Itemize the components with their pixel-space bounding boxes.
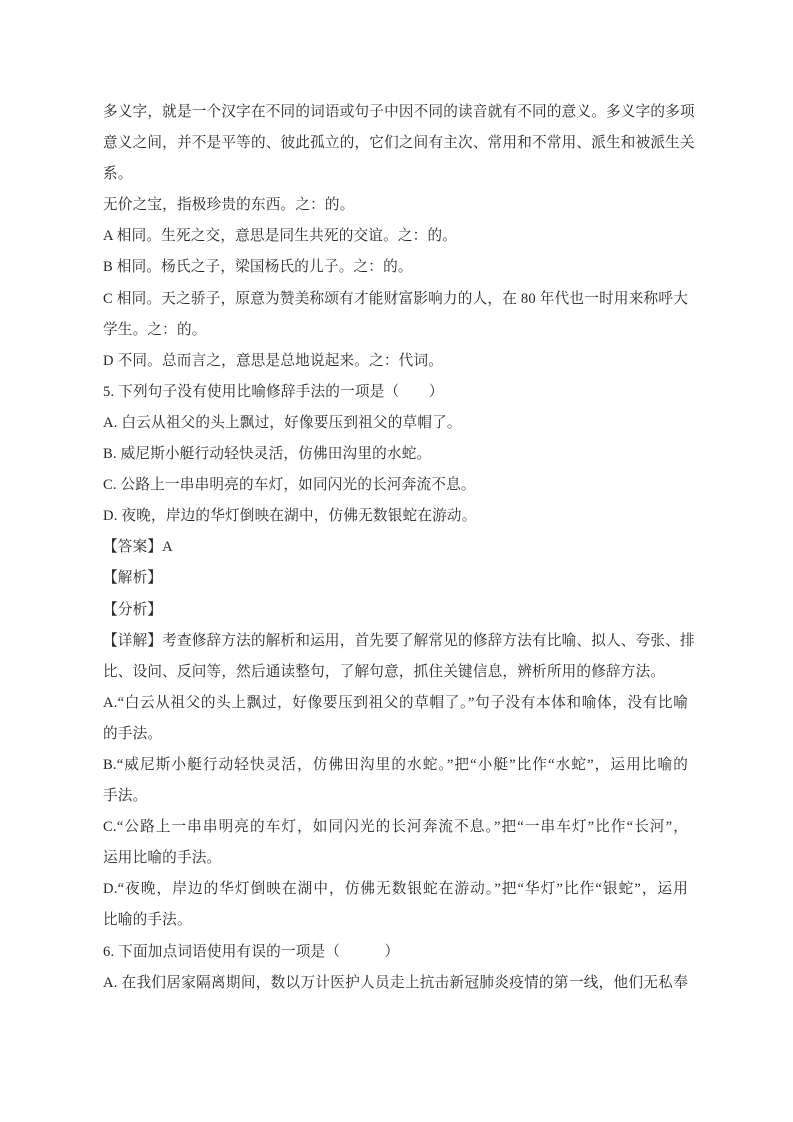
doc-line-24: C.“公路上一串串明亮的车灯，如同闪光的长河奔流不息。”把“一串车灯”比作“长河”，: [103, 819, 688, 836]
doc-line-17: 【分析】: [103, 601, 163, 618]
doc-line-14: D. 夜晚，岸边的华灯倒映在湖中，仿佛无数银蛇在游动。: [103, 508, 477, 525]
doc-line-6: B 相同。杨氏之子，梁国杨氏的儿子。之：的。: [103, 259, 413, 276]
doc-line-1: 多义字，就是一个汉字在不同的词语或句子中因不同的读音就有不同的意义。多义字的多项: [103, 104, 695, 120]
doc-line-21: 的手法。: [103, 725, 163, 742]
doc-line-18: 【详解】考查修辞方法的解析和运用，首先要了解常见的修辞方法有比喻、拟人、夸张、排: [103, 632, 695, 649]
document-text-block: [103, 97, 695, 999]
doc-line-23: 手法。: [103, 788, 148, 805]
doc-line-2: 意义之间，并不是平等的、彼此孤立的，它们之间有主次、常用和不常用、派生和被派生关: [103, 135, 695, 152]
doc-line-27: 比喻的手法。: [103, 912, 192, 929]
doc-line-25: 运用比喻的手法。: [103, 850, 222, 867]
doc-line-5: A 相同。生死之交，意思是同生共死的交谊。之：的。: [103, 228, 458, 245]
doc-line-19: 比、设问、反问等，然后通读整句，了解句意，抓住关键信息，辨析所用的修辞方法。: [103, 663, 666, 680]
doc-line-12: B. 威尼斯小艇行动轻快灵活，仿佛田沟里的水蛇。: [103, 446, 432, 463]
doc-line-10: 5. 下列句子没有使用比喻修辞手法的一项是（ ）: [103, 383, 444, 400]
doc-line-7: C 相同。天之骄子，原意为赞美称颂有才能财富影响力的人，在 80 年代也一时用来称呼大: [103, 290, 688, 307]
doc-line-9: D 不同。总而言之，意思是总地说起来。之：代词。: [103, 352, 444, 369]
doc-line-11: A. 白云从祖父的头上飘过，好像要压到祖父的草帽了。: [103, 414, 462, 431]
doc-line-22: B.“威尼斯小艇行动轻快灵活，仿佛田沟里的水蛇。”把“小艇”比作“水蛇”，运用比喻的: [103, 756, 688, 773]
doc-line-4: 无价之宝，指极珍贵的东西。之：的。: [103, 197, 355, 214]
doc-line-26: D.“夜晚，岸边的华灯倒映在湖中，仿佛无数银蛇在游动。”把“华灯”比作“银蛇”，运用: [103, 881, 688, 898]
doc-line-3: 系。: [103, 166, 133, 183]
doc-line-20: A.“白云从祖父的头上飘过，好像要压到祖父的草帽了。”句子没有本体和喻体，没有比喻: [103, 694, 688, 711]
doc-line-15: 【答案】A: [103, 539, 173, 556]
doc-line-28: 6. 下面加点词语使用有误的一项是（ ）: [103, 943, 400, 960]
doc-line-29: A. 在我们居家隔离期间，数以万计医护人员走上抗击新冠肺炎疫情的第一线，他们无私奉: [103, 974, 688, 991]
doc-line-13: C. 公路上一串串明亮的车灯，如同闪光的长河奔流不息。: [103, 477, 476, 494]
doc-line-16: 【解析】: [103, 570, 163, 587]
doc-line-8: 学生。之：的。: [103, 321, 207, 338]
